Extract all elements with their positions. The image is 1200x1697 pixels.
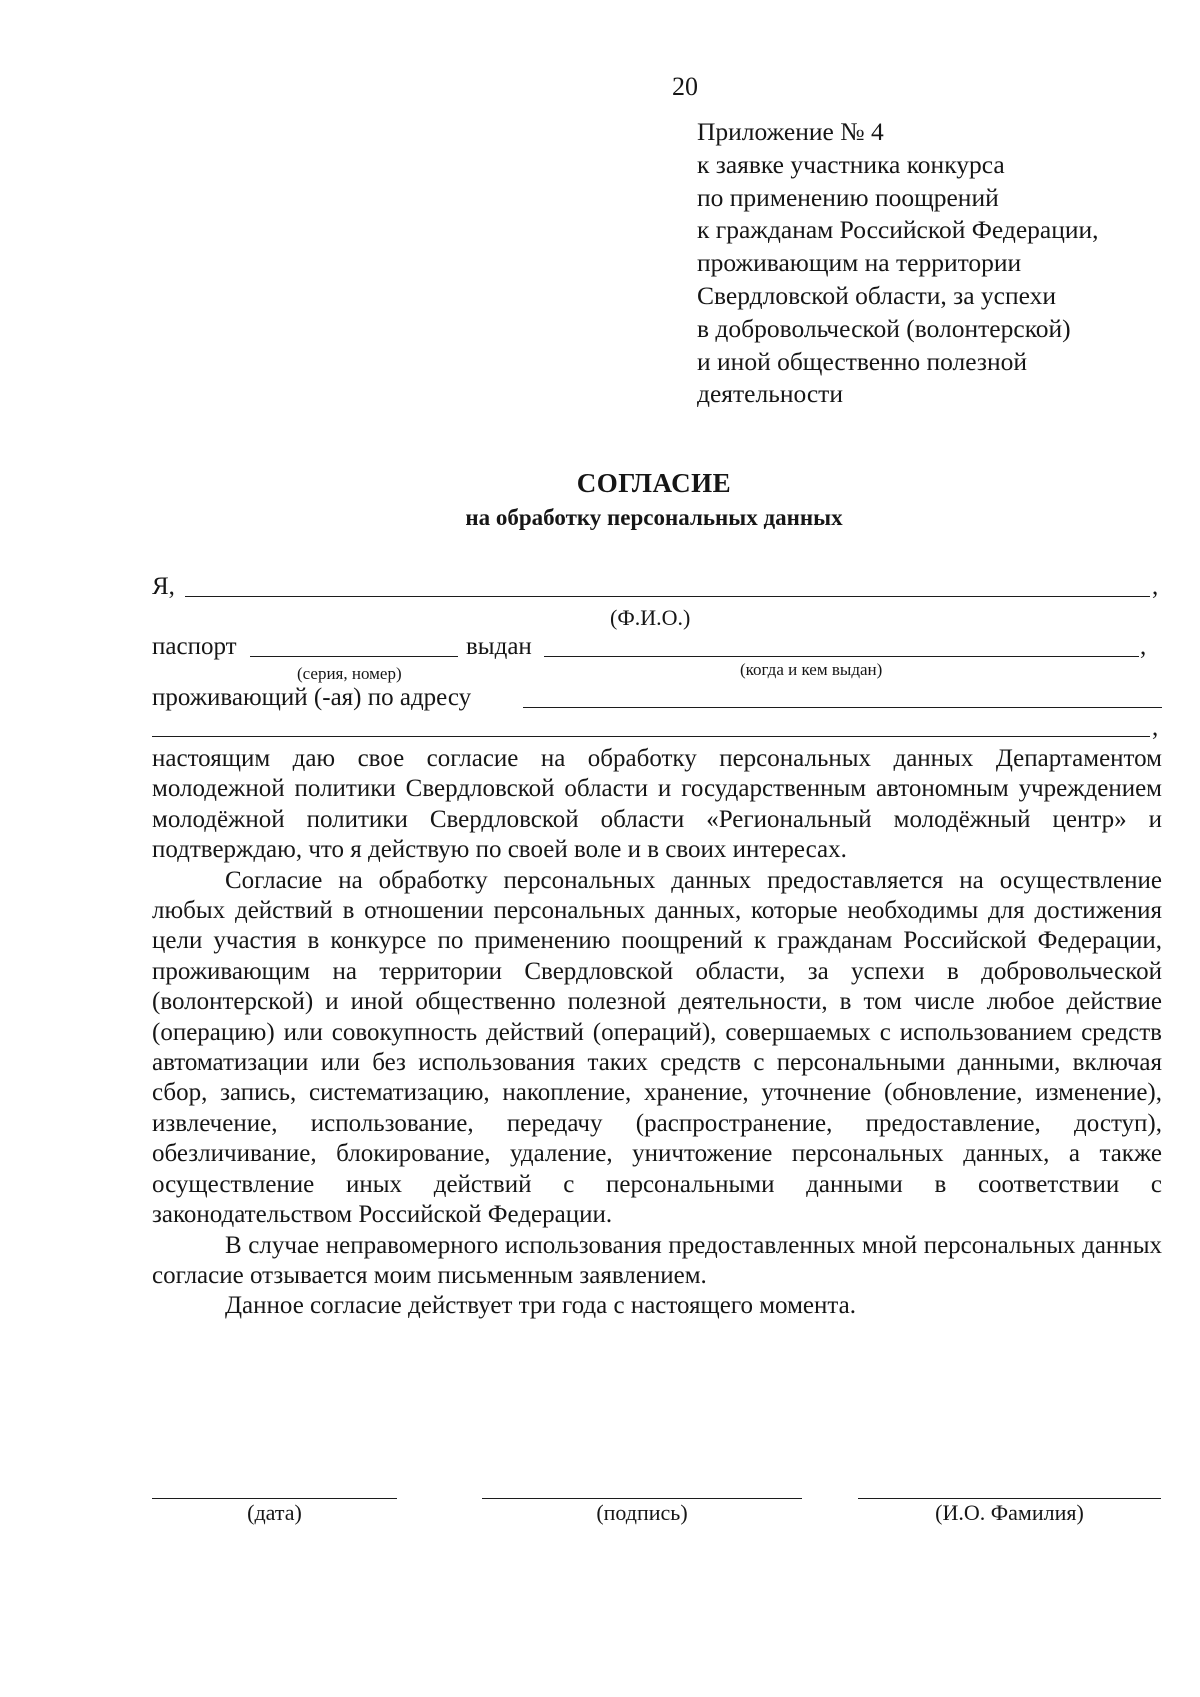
appendix-note xyxy=(697,116,1099,411)
appendix-line: и иной общественно полезной xyxy=(697,346,1028,376)
issued-label: выдан xyxy=(466,633,532,660)
appendix-line: проживающим на территории xyxy=(697,248,1022,278)
address-field-continued[interactable] xyxy=(152,736,1150,737)
consent-paragraph: Согласие на обработку персональных данных предоставляется на осуществление любых действий в отношении персональных данных, которые необходимы для достижения цели участия в конкурсе по применению поощрений к гражданам Российской Федерации, проживающим на территории Свердловской области, за успехи в добровольческой (волонтерской) и иной общественно полезной деятельности, в том числе любое действие (операцию) или совокупность действий (операций), совершаемых с использованием средств автоматизации или без использования таких средств с персональными данными, включая сбор, запись, систематизацию, накопление, хранение, уточнение (обновление, изменение), извлечение, использование, передачу (распространение, предоставление, доступ), обезличивание, блокирование, удаление, уничтожение персональных данных, а также осуществление иных действий с персональными данными в соответствии с законодательством Российской Федерации. xyxy=(152,866,1162,1229)
appendix-line: к гражданам Российской Федерации, xyxy=(697,215,1099,245)
address-label: проживающий (-ая) по адресу xyxy=(152,684,472,711)
address-field[interactable] xyxy=(523,707,1162,708)
appendix-line: по применению поощрений xyxy=(697,182,999,212)
comma: , xyxy=(1152,714,1159,741)
series-hint: (серия, номер) xyxy=(297,664,402,683)
name-line[interactable] xyxy=(858,1498,1161,1499)
consent-body xyxy=(152,744,1162,1322)
i-label: Я, xyxy=(152,573,175,600)
passport-label: паспорт xyxy=(152,633,237,660)
consent-paragraph: настоящим даю свое согласие на обработку персональных данных Департаментом молодежной политики Свердловской области и государственным автономным учреждением молодёжной политики Свердловской области «Региональный молодёжный центр» и подтверждаю, что я действую по своей воле и в своих интересах. xyxy=(152,745,1162,864)
consent-paragraph: В случае неправомерного использования предоставленных мной персональных данных согласие отзывается моим письменным заявлением. xyxy=(152,1231,1162,1289)
appendix-line: Приложение № 4 xyxy=(697,117,884,146)
signature-line[interactable] xyxy=(482,1498,802,1499)
appendix-line: к заявке участника конкурса xyxy=(697,149,1005,179)
comma: , xyxy=(1140,633,1147,660)
document-subtitle: на обработку персональных данных xyxy=(465,505,843,530)
comma: , xyxy=(1152,573,1159,600)
issued-field[interactable] xyxy=(544,656,1139,657)
consent-paragraph: Данное согласие действует три года с настоящего момента. xyxy=(225,1292,856,1320)
issued-hint: (когда и кем выдан) xyxy=(740,660,883,679)
date-line[interactable] xyxy=(152,1498,397,1499)
page-number: 20 xyxy=(672,72,698,101)
appendix-line: в добровольческой (волонтерской) xyxy=(697,313,1071,343)
document-title: СОГЛАСИЕ xyxy=(576,468,732,498)
signature-label: (подпись) xyxy=(596,1500,688,1525)
passport-series-field[interactable] xyxy=(250,656,458,657)
appendix-line: деятельности xyxy=(697,379,843,409)
fio-hint: (Ф.И.О.) xyxy=(610,605,691,630)
date-label: (дата) xyxy=(247,1500,302,1525)
name-label: (И.О. Фамилия) xyxy=(935,1500,1084,1525)
appendix-line: Свердловской области, за успехи xyxy=(697,280,1057,310)
fio-field[interactable] xyxy=(185,596,1150,597)
